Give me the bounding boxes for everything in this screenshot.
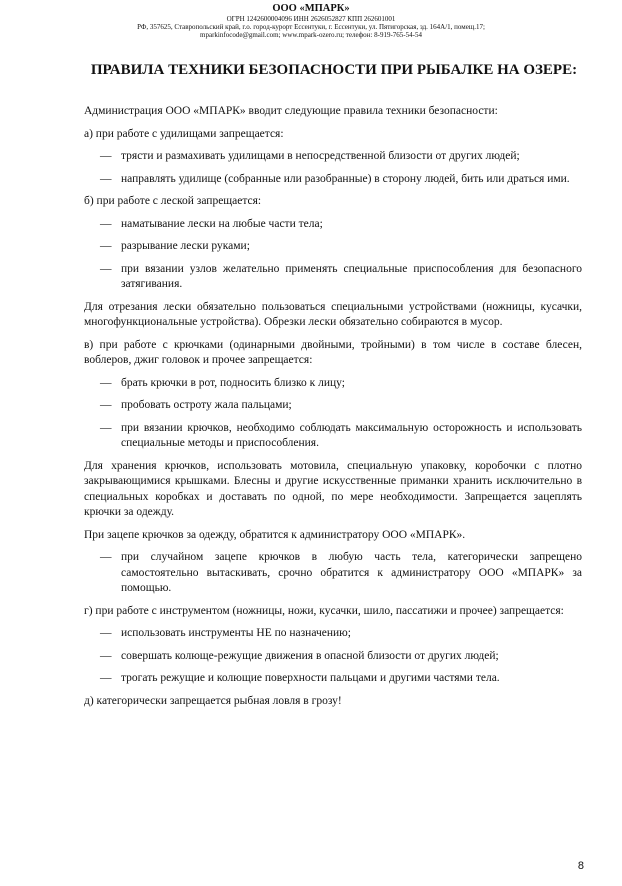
- org-name: ООО «МПАРК»: [272, 3, 350, 14]
- document-header: [0, 3, 622, 39]
- bullet-dash: —: [100, 627, 112, 639]
- list-item: — при вязании узлов желательно применять специальные приспособления для безопасного затягивания.: [100, 262, 582, 290]
- bullet-dash: —: [100, 217, 112, 230]
- bullet-dash: —: [100, 551, 112, 563]
- list-item: — трясти и размахивать удилищами в непосредственной близости от других людей;: [84, 149, 582, 165]
- section-d-list: [84, 626, 582, 687]
- section-b-heading: б) при работе с леской запрещается:: [84, 195, 262, 207]
- bullet-dash: —: [100, 649, 112, 662]
- list-item: — пробовать остроту жала пальцами;: [84, 398, 582, 414]
- bullet-dash: —: [100, 399, 112, 411]
- section-a-list: [84, 149, 582, 187]
- bullet-dash: —: [100, 421, 112, 434]
- bullet-dash: —: [100, 376, 112, 389]
- section-c-list-2: [84, 550, 582, 597]
- bullet-dash: —: [100, 262, 112, 275]
- list-item: — совершать колюще-режущие движения в опасной близости от других людей;: [84, 649, 582, 665]
- list-item: — наматывание лески на любые части тела;: [84, 217, 582, 233]
- section-b-note: Для отрезания лески обязательно пользоваться специальными устройствами (ножницы, кусачки, многофункциональные устройства). Обрезки лески обязательно собираются в мусор.: [84, 300, 582, 328]
- list-item: — направлять удилище (собранные или разобранные) в сторону людей, бить или драться ими.: [84, 172, 582, 188]
- list-item: — брать крючки в рот, подносить близко к лицу;: [84, 376, 582, 392]
- section-b-list: [84, 217, 582, 293]
- intro-paragraph: Администрация ООО «МПАРК» вводит следующие правила техники безопасности:: [84, 105, 498, 117]
- list-item: — использовать инструменты НЕ по назначению;: [84, 626, 582, 642]
- page-number: 8: [577, 860, 584, 872]
- bullet-dash: —: [100, 172, 112, 185]
- section-d-heading: г) при работе с инструментом (ножницы, ножи, кусачки, шило, пассатижи и прочее) запрещается:: [84, 604, 564, 617]
- list-item: — трогать режущие и колющие поверхности пальцами и другими частями тела.: [84, 671, 582, 687]
- section-a-heading: а) при работе с удилищами запрещается:: [84, 127, 284, 140]
- contacts-line: mparkinfocode@gmail.com; www.mpark-ozero.ru; телефон: 8-919-765-54-54: [200, 31, 422, 40]
- bullet-dash: —: [100, 150, 112, 162]
- section-c-note-2: При зацепе крючков за одежду, обратится к администратору ООО «МПАРК».: [84, 528, 466, 541]
- bullet-dash: —: [100, 672, 112, 684]
- address-line: РФ, 357625, Ставропольский край, г.о. город-курорт Ессентуки, г. Ессентуки, ул. Пятигорская, зд. 164А/1, помещ.17;: [137, 23, 485, 32]
- list-item: — при случайном зацепе крючков в любую часть тела, категорически запрещено самостоятельно вытаскивать, срочно обратится к администратору ООО «МПАРК» за помощью.: [100, 551, 582, 594]
- registration-line: ОГРН 1242600004096 ИНН 2626052827 КПП 262601001: [226, 15, 396, 24]
- list-item: — разрывание лески руками;: [84, 239, 582, 255]
- document-body: [84, 104, 582, 716]
- list-item: — при вязании крючков, необходимо соблюдать максимальную осторожность и использовать специальные методы и приспособления.: [100, 421, 582, 449]
- section-c-list: [84, 376, 582, 452]
- page-title: ПРАВИЛА ТЕХНИКИ БЕЗОПАСНОСТИ ПРИ РЫБАЛКЕ НА ОЗЕРЕ:: [90, 62, 578, 78]
- section-e-heading: д) категорически запрещается рыбная ловля в грозу!: [84, 694, 342, 707]
- section-c-note: Для хранения крючков, использовать мотовила, специальную упаковку, коробочки с плотно закрывающимися крышками. Блесны и другие искусственные приманки хранить исключительно в специальных коробках и доставать по одной, по мере необходимости. Запрещается зацеплять крючки за одежду.: [84, 459, 582, 518]
- section-c-heading: в) при работе с крючками (одинарными двойными, тройными) в том числе в составе блесен, воблеров, джиг головок и прочее запрещается:: [84, 338, 582, 366]
- bullet-dash: —: [100, 240, 112, 252]
